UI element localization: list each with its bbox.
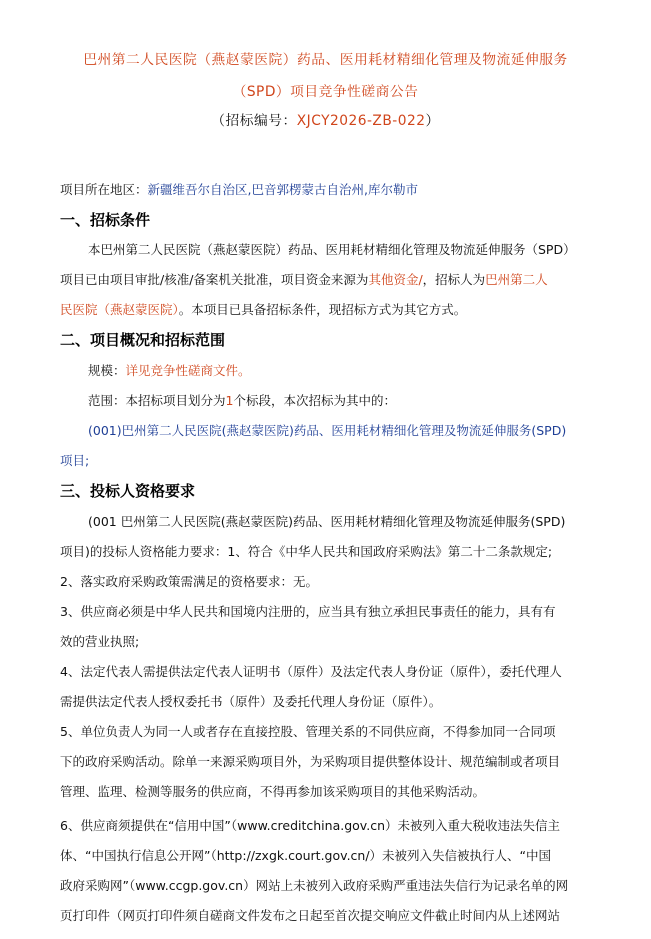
location-label: 项目所在地区： [60, 182, 148, 197]
qualification-line: 页打印件（网页打印件须自磋商文件发布之日起至首次提交响应文件截止时间内从上述网站 [60, 908, 561, 923]
text-span: 。本项目已具备招标条件，现招标方式为其它方式。 [178, 302, 467, 317]
tender-code-suffix: ） [425, 113, 440, 129]
lot-line-2: 项目; [60, 453, 90, 468]
scale-value: 详见竞争性磋商文件。 [125, 363, 251, 378]
qualification-line: 2、落实政府采购政策需满足的资格要求：无。 [60, 574, 318, 589]
location-value: 新疆维吾尔自治区,巴音郭楞蒙古自治州,库尔勒市 [147, 182, 418, 197]
tender-code-value: XJCY2026-ZB-022 [296, 113, 426, 129]
qualification-line: 管理、监理、检测等服务的供应商，不得再参加该采购项目的其他采购活动。 [60, 784, 486, 799]
tender-code-line [0, 109, 651, 129]
tenderer-name-cont: 民医院（燕赵蒙医院） [60, 302, 179, 317]
qualification-line: 3、供应商必须是中华人民共和国境内注册的，应当具有独立承担民事责任的能力，具有有 [60, 604, 556, 619]
qualification-line: 6、供应商须提供在“信用中国”（www.creditchina.gov.cn）未被列入重大税收违法失信主 [60, 818, 560, 833]
text-span: 项目已由项目审批/核准/备案机关批准，项目资金来源为 [60, 272, 369, 287]
section-1-para-line-3 [60, 300, 466, 318]
text-span: 个标段，本次招标为其中的： [233, 393, 396, 408]
qualification-line: (001 巴州第二人民医院(燕赵蒙医院)药品、医用耗材精细化管理及物流延伸服务(SPD) [88, 514, 566, 529]
tenderer-name: 巴州第二人 [485, 272, 548, 287]
lot-count: 1 [225, 393, 234, 408]
project-location [60, 180, 418, 198]
section-1-heading: 一、招标条件 [60, 211, 151, 229]
section-1-para-line-2 [60, 270, 548, 288]
range-line [88, 391, 396, 409]
section-2-heading: 二、项目概况和招标范围 [60, 331, 226, 349]
qualification-line: 项目)的投标人资格能力要求：1、符合《中华人民共和国政府采购法》第二十二条款规定; [60, 544, 553, 559]
lot-line-1: (001)巴州第二人民医院(燕赵蒙医院)药品、医用耗材精细化管理及物流延伸服务(SPD) [88, 423, 567, 438]
qualification-line: 下的政府采购活动。除单一来源采购项目外，为采购项目提供整体设计、规范编制或者项目 [60, 754, 561, 769]
text-span: ，招标人为 [422, 272, 486, 287]
title-line-2: （SPD）项目竞争性磋商公告 [232, 84, 419, 100]
section-1-para-line-1: 本巴州第二人民医院（燕赵蒙医院）药品、医用耗材精细化管理及物流延伸服务（SPD） [88, 242, 576, 257]
qualification-line: 效的营业执照; [60, 634, 140, 649]
qualification-line: 4、法定代表人需提供法定代表人证明书（原件）及法定代表人身份证（原件），委托代理人 [60, 664, 562, 679]
qualification-line: 5、单位负责人为同一人或者存在直接控股、管理关系的不同供应商，不得参加同一合同项 [60, 724, 556, 739]
section-3-heading: 三、投标人资格要求 [60, 482, 196, 500]
qualification-line: 体、“中国执行信息公开网”（http://zxgk.court.gov.cn/）未被列入失信被执行人、“中国 [60, 848, 552, 863]
tender-code-prefix: （招标编号： [211, 113, 297, 129]
fund-source: 其他资金/ [368, 272, 423, 287]
text-span: 范围：本招标项目划分为 [88, 393, 226, 408]
scale-label: 规模： [88, 363, 126, 378]
qualification-line: 政府采购网”（www.ccgp.gov.cn）网站上未被列入政府采购严重违法失信行为记录名单的网 [60, 878, 569, 893]
qualification-line: 需提供法定代表人授权委托书（原件）及委托代理人身份证（原件）。 [60, 694, 442, 709]
scale-line [88, 361, 251, 379]
title-line-1: 巴州第二人民医院（燕赵蒙医院）药品、医用耗材精细化管理及物流延伸服务 [83, 52, 568, 68]
